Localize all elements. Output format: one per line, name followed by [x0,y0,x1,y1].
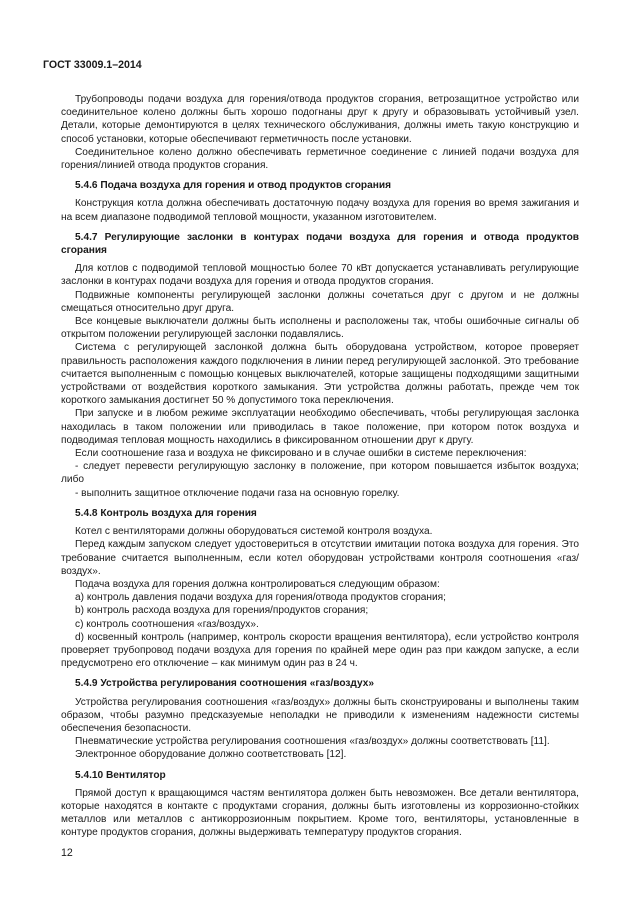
paragraph: Пневматические устройства регулирования соотношения «газ/воздух» должны соответствовать [11]. [75,736,550,748]
paragraph: Для котлов с подводимой тепловой мощностью более 70 кВт допускается устанавливать регулирующие заслонки в контурах подачи воздуха для горения и отвода продуктов сгорания. [61,263,579,288]
paragraph: При запуске и в любом режиме эксплуатации необходимо обеспечивать, чтобы регулирующая заслонка находилась в таком положении или приводилась в такое положение, при котором поток воздуха и подводимая тепловая мощность находились в фиксированном отношении друг к другу. [61,408,579,446]
paragraph: Система с регулирующей заслонкой должна быть оборудована устройством, которое проверяет правильность расположения каждого подключения в линии перед регулирующей заслонкой. Это требование считается выполненным с помощью концевых выключателей, которые защищены подходящими защитными устройствами от воздействия короткого замыкания. Эти устройства должны работать, прежде чем ток короткого замыкания достигнет 50 % допустимого тока переключения. [61,342,579,407]
section-heading: 5.4.9 Устройства регулирования соотношения «газ/воздух» [75,678,374,690]
paragraph: - следует перевести регулирующую заслонку в положение, при котором повышается избыток воздуха; либо [61,461,579,486]
paragraph: Перед каждым запуском следует удостовериться в отсутствии имитации потока воздуха для горения. Это требование считается выполненным, если котел оборудован устройствами контроля соотношения «газ/воздух». [61,539,579,577]
paragraph: а) контроль давления подачи воздуха для горения/отвода продуктов сгорания; [75,592,446,604]
paragraph: Электронное оборудование должно соответствовать [12]. [75,749,347,761]
paragraph: Все концевые выключатели должны быть исполнены и расположены так, чтобы ошибочные сигналы об открытом положении регулирующей заслонки подавлялись. [61,316,579,341]
section-heading: 5.4.6 Подача воздуха для горения и отвод продуктов сгорания [75,180,391,192]
section-heading: 5.4.7 Регулирующие заслонки в контурах подачи воздуха для горения и отвода продуктов сгорания [61,231,579,257]
page-number: 12 [61,847,73,859]
paragraph: Прямой доступ к вращающимся частям вентилятора должен быть невозможен. Все детали вентилятора, которые находятся в контакте с продуктами сгорания, должны быть изготовлены из коррозионно-стойких металлов или металлов с антикоррозионным покрытием. Кроме того, вентиляторы, установленные в контуре продуктов сгорания, должны выдерживать температуру продуктов сгорания. [61,787,579,839]
standard-header: ГОСТ 33009.1–2014 [43,59,142,71]
paragraph: Конструкция котла должна обеспечивать достаточную подачу воздуха для горения во время зажигания и на всем диапазоне подводимой тепловой мощности, указанном изготовителем. [61,198,579,223]
paragraph: Подвижные компоненты регулирующей заслонки должны сочетаться друг с другом и не должны смещаться относительно друг друга. [61,289,579,314]
section-heading: 5.4.10 Вентилятор [75,769,166,781]
paragraph: Устройства регулирования соотношения «газ/воздух» должны быть сконструированы и выполнены таким образом, чтобы разумно предсказуемые неполадки не приводили к изменениям надежности системы обеспечения безопасности. [61,696,579,734]
paragraph: c) контроль соотношения «газ/воздух». [75,618,259,630]
document-body [61,93,579,840]
paragraph: Котел с вентиляторами должны оборудоваться системой контроля воздуха. [75,526,433,538]
paragraph: Если соотношение газа и воздуха не фиксировано и в случае ошибки в системе переключения: [75,448,527,460]
paragraph: - выполнить защитное отключение подачи газа на основную горелку. [75,487,400,499]
paragraph: b) контроль расхода воздуха для горения/продуктов сгорания; [75,605,369,617]
paragraph: Трубопроводы подачи воздуха для горения/отвода продуктов сгорания, ветрозащитное устройство или соединительное колено должны быть хорошо подогнаны друг к другу и образовывать устойчивый узел. Детали, которые демонтируются в целях технического обслуживания, должны иметь такую конструкцию и способ установки, которые обеспечивают герметичность после установки. [61,94,579,145]
paragraph: Соединительное колено должно обеспечивать герметичное соединение с линией подачи воздуха для горения/линией отвода продуктов сгорания. [61,146,579,172]
paragraph: d) косвенный контроль (например, контроль скорости вращения вентилятора), если устройство контроля проверяет трубопровод подачи воздуха для горения по крайней мере один раз при каждом запуске, а если предусмотрено его отключение – как минимум один раз в 24 ч. [61,631,579,670]
section-heading: 5.4.8 Контроль воздуха для горения [75,507,257,519]
paragraph: Подача воздуха для горения должна контролироваться следующим образом: [75,578,440,590]
